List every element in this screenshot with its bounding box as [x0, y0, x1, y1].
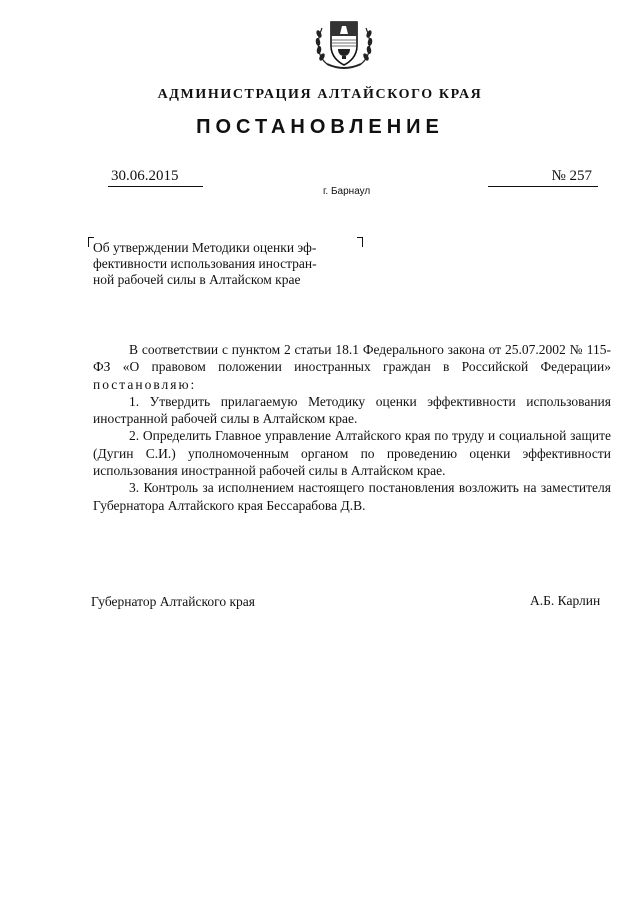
organization-name: АДМИНИСТРАЦИЯ АЛТАЙСКОГО КРАЯ: [157, 87, 483, 102]
document-body: [93, 341, 611, 514]
subject-line: ной рабочей силы в Алтайском крае: [93, 272, 301, 287]
preamble-text: В соответствии с пунктом 2 статьи 18.1 Федерального закона от 25.07.2002 № 115-ФЗ «О правовом положении иностранных граждан в Российской Федерации»: [93, 342, 611, 375]
subject-line: Об утверждении Методики оценки эф-: [93, 240, 317, 255]
decree-word: постановляю:: [93, 376, 197, 392]
subject-line: фективности использования иностран-: [93, 256, 317, 271]
signer-name: А.Б. Карлин: [530, 593, 601, 608]
coat-of-arms-icon: [313, 12, 375, 74]
document-city: г. Барнаул: [323, 186, 371, 197]
document-subject: [93, 240, 355, 288]
signer-position: Губернатор Алтайского края: [91, 594, 255, 609]
document-title: ПОСТАНОВЛЕНИЕ: [196, 116, 444, 138]
body-item-3: 3. Контроль за исполнением настоящего постановления возложить на заместителя Губернатора Алтайского края Бессарабова Д.В.: [93, 480, 611, 513]
preamble-paragraph: [93, 341, 611, 393]
body-item-2: 2. Определить Главное управление Алтайского края по труду и социальной защите (Дугин С.И.) уполномоченным органом по проведению оценки эффективности использования иностранной рабочей силы в Алтайском крае.: [93, 428, 611, 479]
document-number: № 257: [488, 168, 598, 187]
subject-corner-right: [357, 237, 363, 247]
body-item-1: 1. Утвердить прилагаемую Методику оценки эффективности использования иностранной рабочей силы в Алтайском крае.: [93, 393, 611, 427]
document-date: 30.06.2015: [108, 168, 203, 187]
